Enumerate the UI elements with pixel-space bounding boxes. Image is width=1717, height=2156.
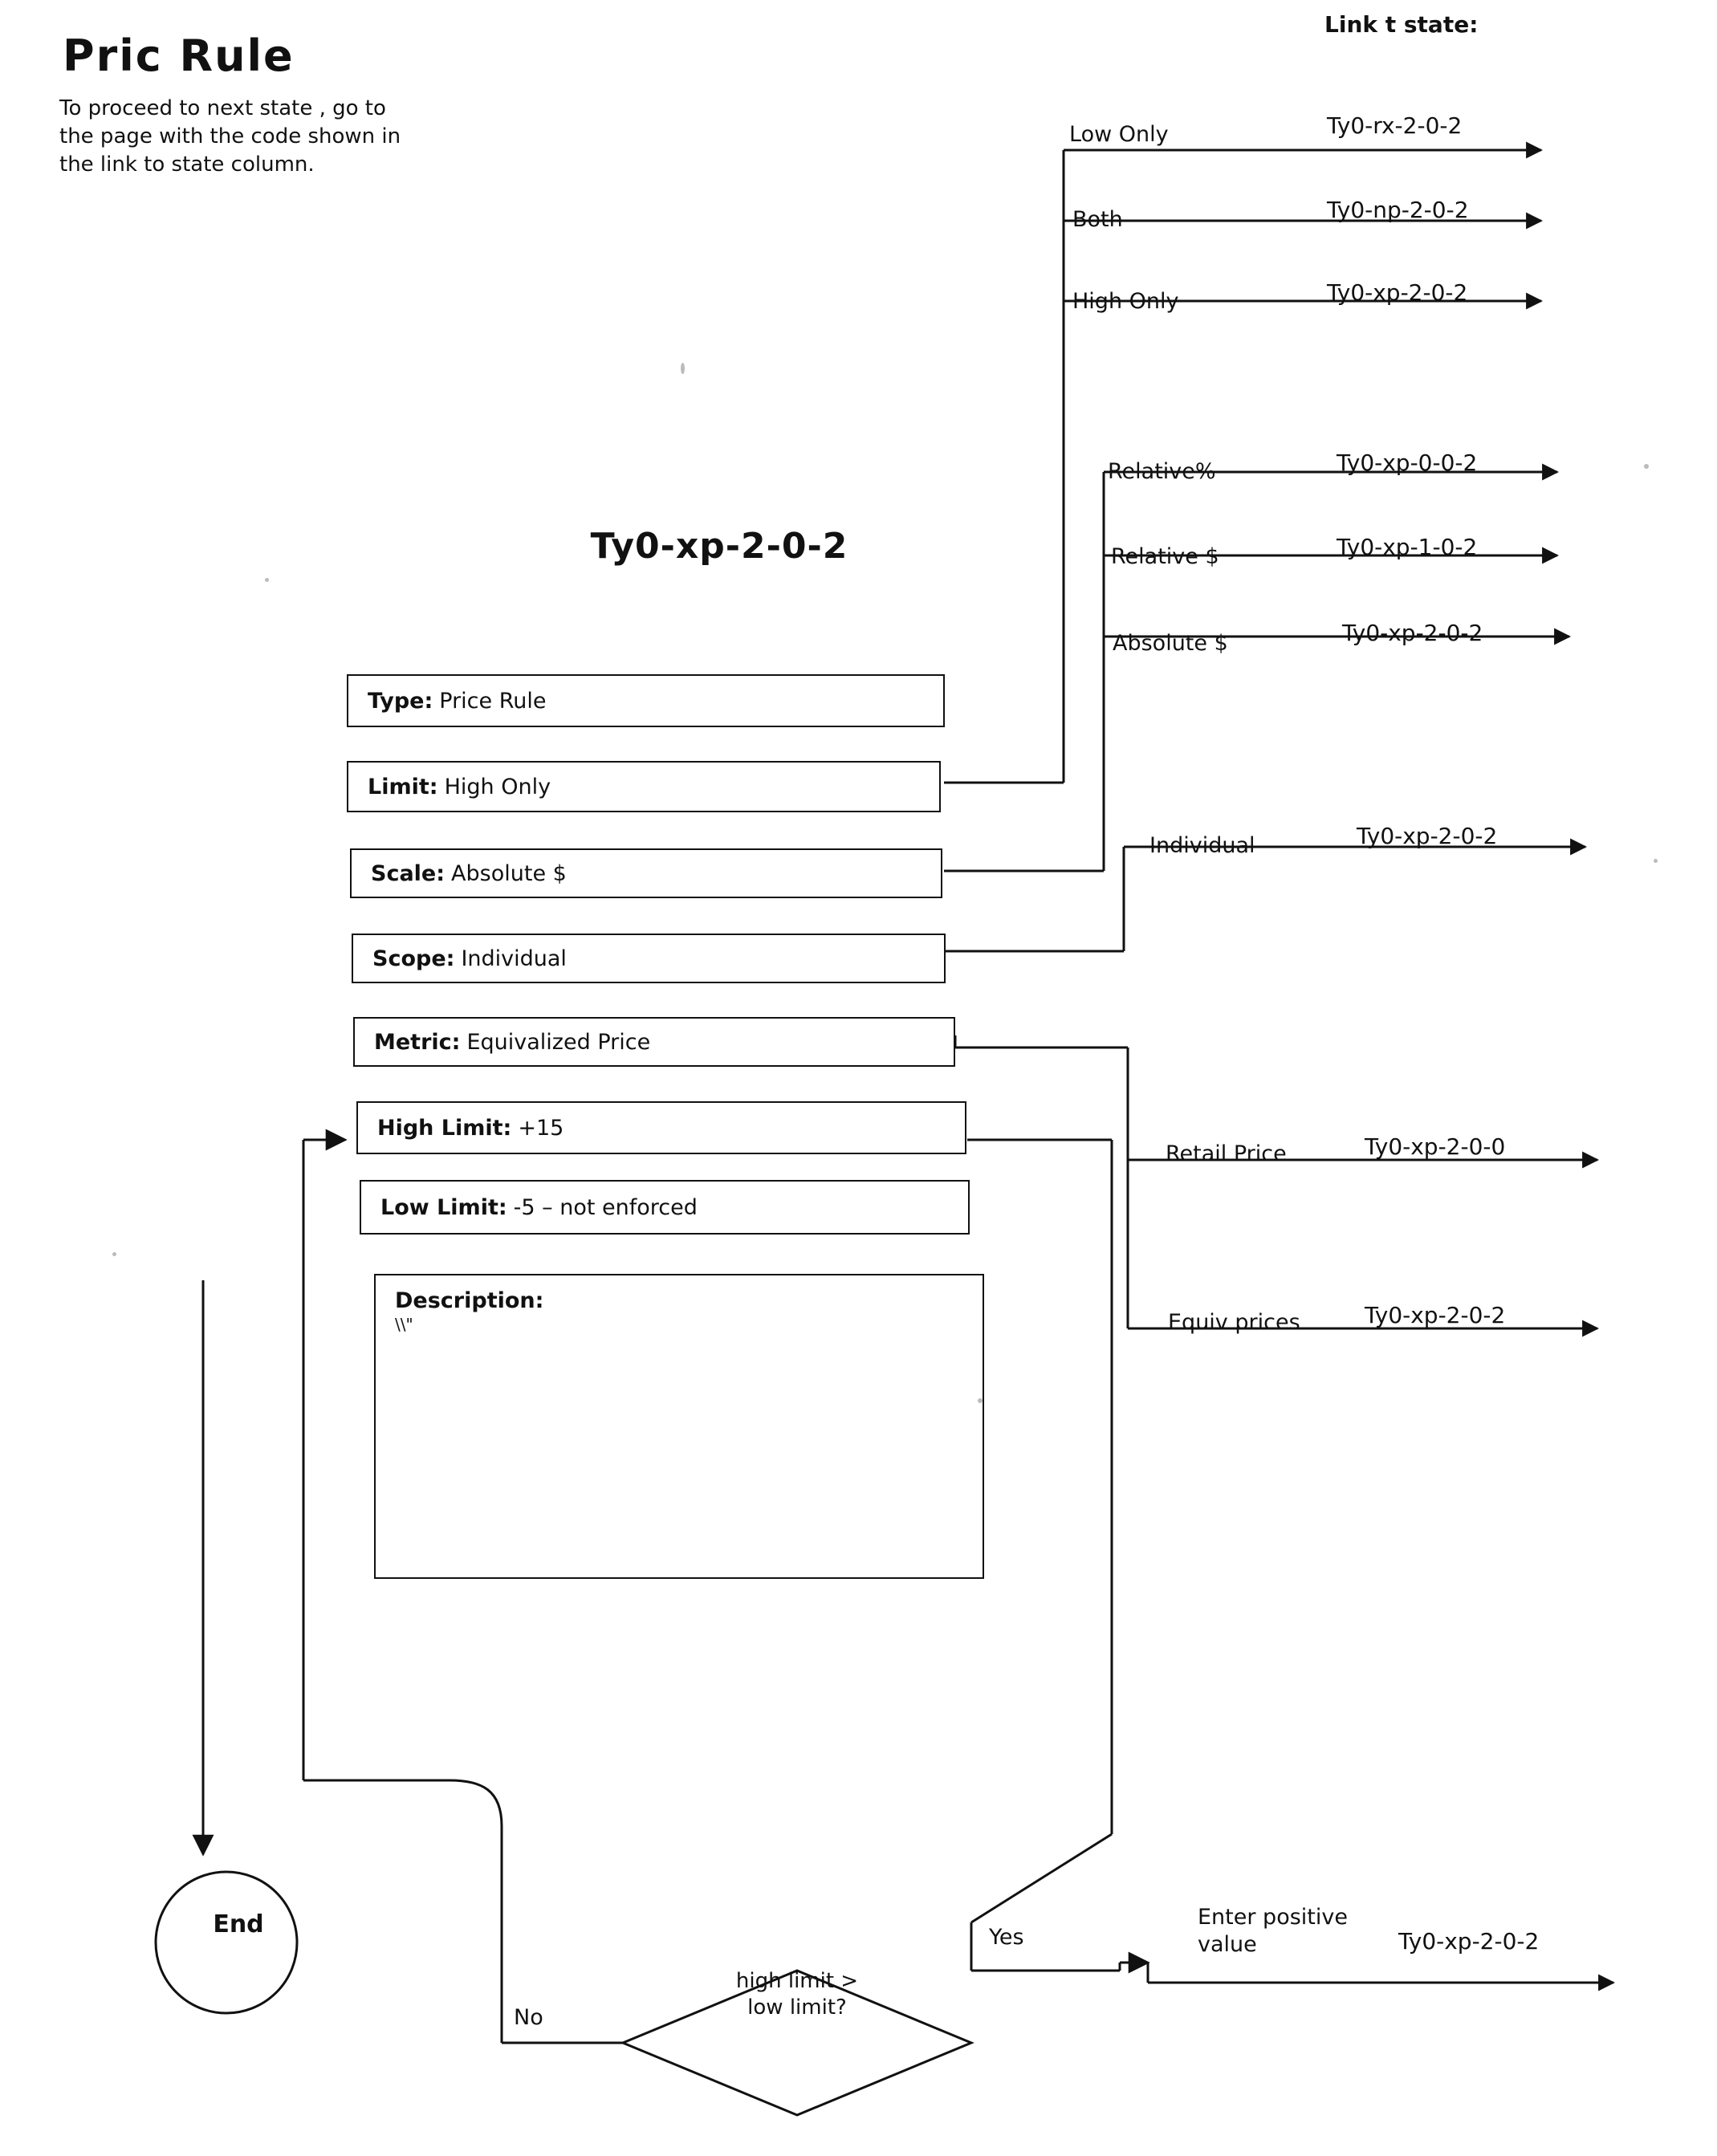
field-low-limit-label: Low Limit: [380, 1194, 507, 1220]
field-type-value: Price Rule [439, 688, 547, 714]
field-metric-value: Equivalized Price [466, 1029, 651, 1055]
branch-target-high-only: Ty0-xp-2-0-2 [1327, 279, 1468, 306]
field-limit-value: High Only [444, 774, 551, 799]
field-limit-label: Limit: [368, 774, 438, 799]
instructions-text: To proceed to next state , go to the page with the code shown in the link to state column. [59, 96, 401, 177]
field-low-limit [360, 1180, 970, 1235]
link-state-column-header: Link t state: [1324, 11, 1479, 38]
field-metric [353, 1017, 955, 1067]
branch-target-low-only: Ty0-rx-2-0-2 [1327, 112, 1463, 139]
field-type-label: Type: [368, 688, 433, 714]
decision-node-label: high limit > low limit? [735, 1969, 859, 2020]
field-scale [350, 848, 942, 898]
field-description-value: \\" [395, 1315, 413, 1334]
field-low-limit-value: -5 – not enforced [513, 1194, 698, 1220]
branch-label-relative-dollar: Relative $ [1111, 544, 1219, 569]
branch-target-both: Ty0-np-2-0-2 [1327, 197, 1469, 223]
field-high-limit [356, 1101, 966, 1154]
field-type [347, 674, 945, 727]
state-code-heading: Ty0-xp-2-0-2 [590, 526, 848, 567]
field-high-limit-label: High Limit: [377, 1115, 512, 1141]
field-scope-value: Individual [461, 946, 567, 971]
branch-label-equiv-prices: Equiv prices [1168, 1310, 1300, 1335]
field-scope [352, 934, 946, 983]
page-title: Pric Rule [63, 31, 295, 81]
branch-label-both: Both [1072, 207, 1123, 232]
branch-target-relative-dollar: Ty0-xp-1-0-2 [1337, 534, 1478, 560]
branch-target-equiv-prices: Ty0-xp-2-0-2 [1365, 1302, 1506, 1328]
field-limit [347, 761, 941, 812]
field-high-limit-value: +15 [518, 1115, 564, 1141]
branch-label-retail-price: Retail Price [1166, 1141, 1287, 1166]
branch-target-individual: Ty0-xp-2-0-2 [1357, 823, 1498, 849]
branch-target-absolute-dollar: Ty0-xp-2-0-2 [1342, 620, 1483, 646]
field-metric-label: Metric: [374, 1029, 461, 1055]
branch-label-individual: Individual [1149, 833, 1255, 858]
decision-yes-label: Yes [989, 1925, 1024, 1950]
yes-action-target: Ty0-xp-2-0-2 [1398, 1928, 1540, 1955]
end-node-label: End [213, 1910, 264, 1938]
field-description-label: Description: [395, 1288, 544, 1313]
field-scope-label: Scope: [372, 946, 455, 971]
yes-action-label: Enter positive value [1198, 1905, 1348, 1957]
field-scale-label: Scale: [371, 860, 446, 886]
branch-label-high-only: High Only [1072, 289, 1179, 314]
field-description [374, 1274, 984, 1579]
branch-label-low-only: Low Only [1069, 122, 1169, 147]
branch-label-absolute-dollar: Absolute $ [1113, 631, 1228, 656]
field-scale-value: Absolute $ [451, 860, 567, 886]
branch-target-relative-percent: Ty0-xp-0-0-2 [1337, 450, 1478, 476]
branch-label-relative-percent: Relative% [1108, 459, 1216, 484]
decision-no-label: No [514, 2005, 543, 2030]
branch-target-retail-price: Ty0-xp-2-0-0 [1365, 1133, 1506, 1160]
